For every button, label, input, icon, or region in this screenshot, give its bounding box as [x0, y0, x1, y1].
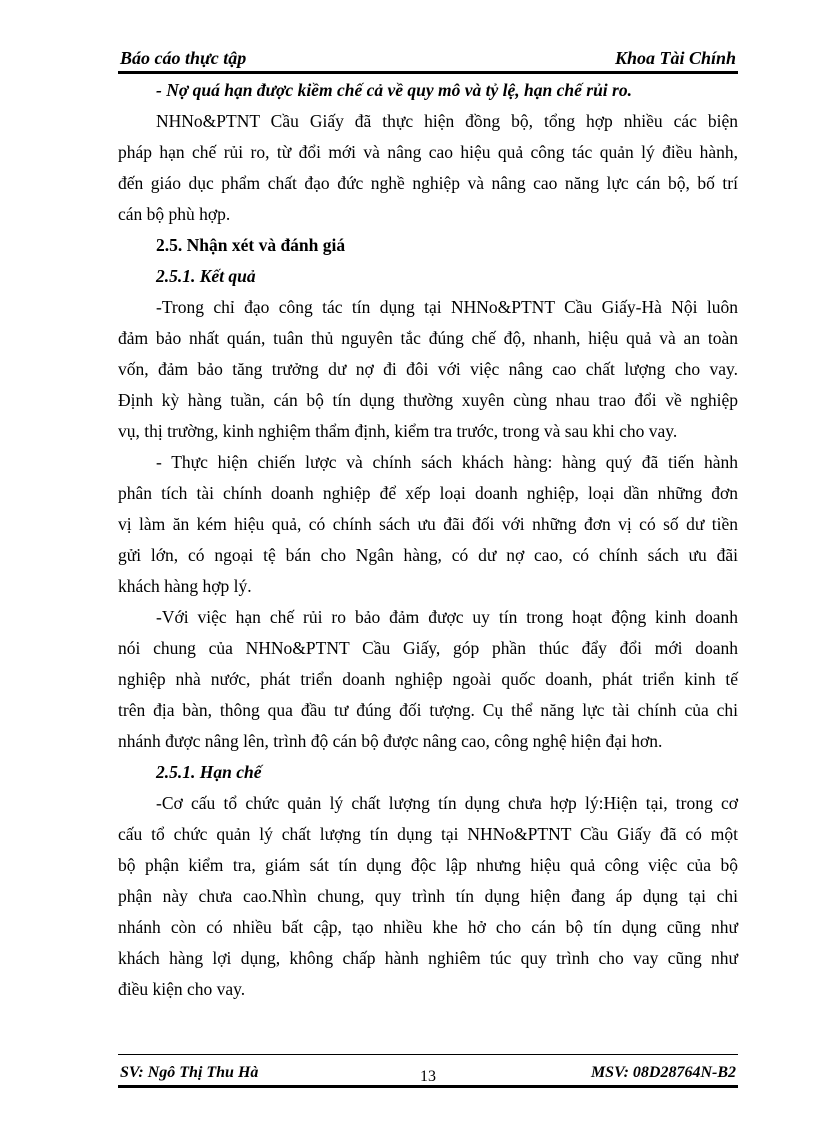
footer-rule-bottom [118, 1085, 738, 1088]
text-line: - Thực hiện chiến lược và chính sách khách hàng: hàng quý đã tiến hành [156, 452, 738, 472]
paragraph-credit-direction [118, 292, 738, 447]
text-line: cán bộ phù hợp. [118, 204, 231, 224]
footer-rule-top [118, 1054, 738, 1055]
text-line: nhánh được nâng lên, trình độ cán bộ được nâng cao, công nghệ hiện đại hơn. [118, 731, 663, 751]
page-number: 13 [420, 1068, 436, 1085]
paragraph-customer-policy [118, 447, 738, 602]
text-line: khách hàng lợi dụng, không chấp hành nghiêm túc quy trình cho vay cũng như [118, 948, 738, 968]
header-report-title: Báo cáo thực tập [120, 48, 247, 68]
text-line: gửi lớn, có ngoại tệ bán cho Ngân hàng, có dư nợ cao, có chính sách ưu đãi [118, 545, 738, 565]
text-line: phận này chưa cao.Nhìn chung, quy trình tín dụng hiện đang áp dụng tại chi [118, 886, 738, 906]
text-line: trên địa bàn, thông qua đầu tư đúng đối tượng. Cụ thể năng lực tài chính của chi [118, 700, 738, 720]
text-line: Định kỳ hàng tuần, cán bộ tín dụng thường xuyên cùng nhau trao đổi về nghiệp [118, 390, 738, 410]
text-line: NHNo&PTNT Cầu Giấy đã thực hiện đồng bộ, tổng hợp nhiều các biện [156, 111, 738, 131]
text-line: vốn, đảm bảo tăng trưởng dư nợ đi đôi với việc nâng cao chất lượng cho vay. [118, 359, 738, 379]
text-line: -Trong chỉ đạo công tác tín dụng tại NHNo&PTNT Cầu Giấy-Hà Nội luôn [156, 297, 738, 317]
paragraph-limitations [118, 788, 738, 1005]
summary-bullet: - Nợ quá hạn được kiềm chế cả về quy mô và tỷ lệ, hạn chế rủi ro. [156, 80, 632, 100]
page-body [118, 75, 738, 1005]
text-line: đảm bảo nhất quán, tuân thủ nguyên tắc đúng chế độ, nhanh, hiệu quả và an toàn [118, 328, 738, 348]
paragraph-risk-measures [118, 106, 738, 230]
text-line: đến giáo dục phẩm chất đạo đức nghề nghiệp và nâng cao năng lực cán bộ, bố trí [118, 173, 738, 193]
subsection-heading-results: 2.5.1. Kết quả [156, 266, 256, 286]
page-footer [118, 1058, 738, 1088]
section-heading: 2.5. Nhận xét và đánh giá [156, 235, 346, 255]
text-line: pháp hạn chế rủi ro, từ đổi mới và nâng cao hiệu quả công tác quản lý điều hành, [118, 142, 738, 162]
footer-student-name: SV: Ngô Thị Thu Hà [120, 1064, 259, 1081]
text-line: nói chung của NHNo&PTNT Cầu Giấy, góp phần thúc đẩy đổi mới doanh [118, 638, 738, 658]
text-line: điều kiện cho vay. [118, 979, 246, 999]
page-header [118, 48, 738, 72]
text-line: cấu tổ chức quản lý chất lượng tín dụng tại NHNo&PTNT Cầu Giấy đã có một [118, 824, 738, 844]
header-faculty: Khoa Tài Chính [614, 48, 736, 68]
subsection-heading-limitations: 2.5.1. Hạn chế [156, 762, 262, 782]
footer-student-id: MSV: 08D28764N-B2 [590, 1064, 736, 1081]
text-line: nhánh còn có nhiều bất cập, tạo nhiều khe hở cho cán bộ tín dụng cũng như [118, 917, 738, 937]
text-line: vụ, thị trường, kinh nghiệm thẩm định, kiểm tra trước, trong và sau khi cho vay. [118, 421, 678, 441]
text-line: -Cơ cấu tổ chức quản lý chất lượng tín dụng chưa hợp lý:Hiện tại, trong cơ [156, 793, 738, 813]
paragraph-risk-reputation [118, 602, 738, 757]
text-line: phân tích tài chính doanh nghiệp để xếp loại doanh nghiệp, loại dần những đơn [118, 483, 738, 503]
text-line: khách hàng hợp lý. [118, 576, 252, 596]
text-line: vị làm ăn kém hiệu quả, có chính sách ưu đãi đối với những đơn vị có số dư tiền [118, 514, 738, 534]
header-rule [118, 71, 738, 74]
text-line: nghiệp nhà nước, phát triển doanh nghiệp ngoài quốc doanh, phát triển kinh tế [118, 669, 738, 689]
text-line: bộ phận kiểm tra, giám sát tín dụng độc lập nhưng hiệu quả công việc của bộ [118, 855, 738, 875]
text-line: -Với việc hạn chế rủi ro bảo đảm được uy tín trong hoạt động kinh doanh [156, 607, 738, 627]
